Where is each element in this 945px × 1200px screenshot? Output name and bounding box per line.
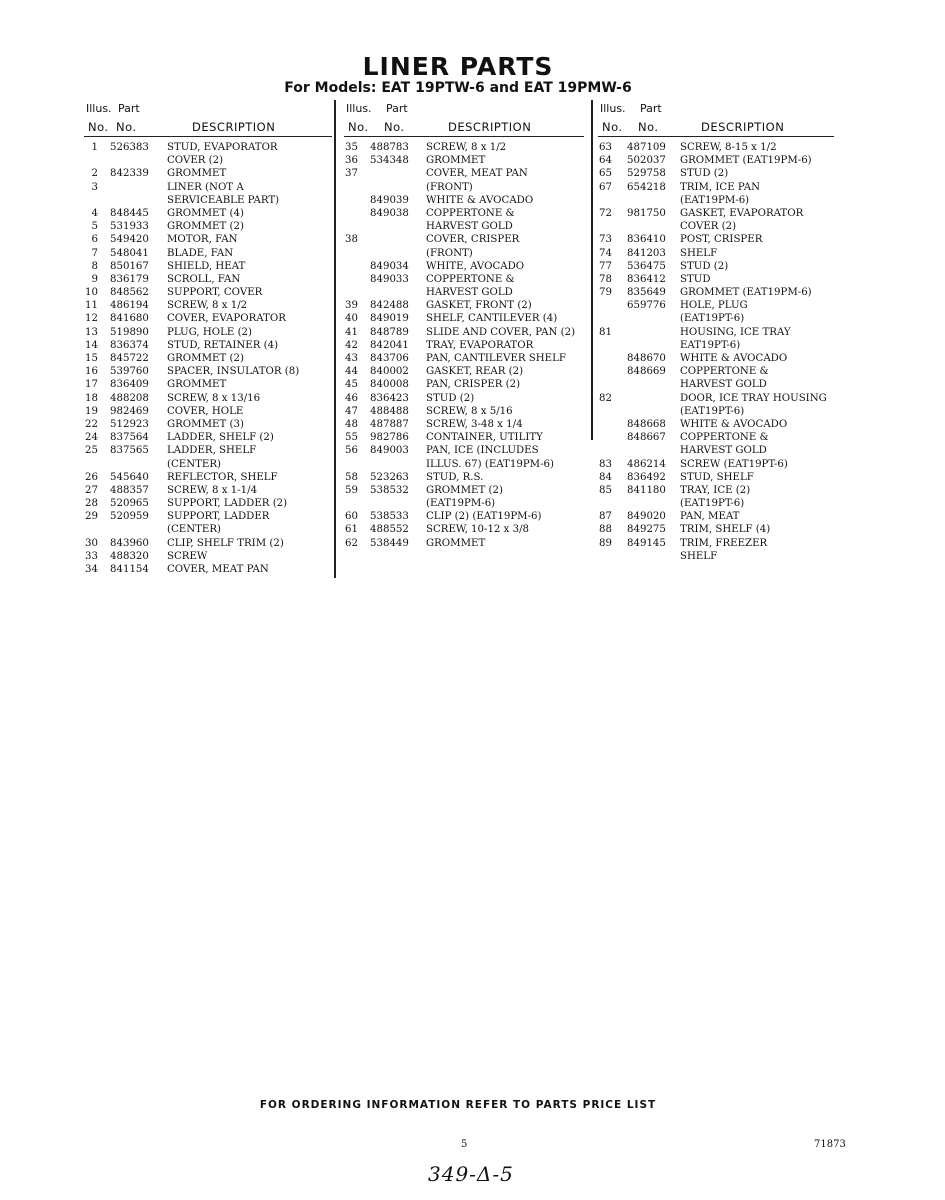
part-description: SCREW (EAT19PT-6) — [680, 458, 788, 470]
illus-number: 9 — [91, 273, 98, 285]
part-number: 848668 — [627, 418, 666, 430]
part-number: 837565 — [110, 445, 149, 457]
part-number: 836412 — [627, 273, 666, 285]
part-description: GROMMET (2) — [167, 221, 244, 233]
part-number: 843706 — [370, 353, 409, 364]
part-number: 848445 — [110, 207, 149, 219]
illus-number: 13 — [85, 326, 98, 338]
illus-number: 36 — [345, 155, 358, 167]
illus-number: 19 — [85, 405, 98, 417]
illus-number: 11 — [85, 300, 98, 312]
header-illus-no: No. — [602, 120, 623, 134]
illus-number: 47 — [345, 405, 358, 417]
part-number: 539760 — [110, 366, 149, 378]
illus-number: 16 — [85, 366, 98, 378]
illus-number: 61 — [345, 524, 358, 536]
illus-number: 41 — [345, 326, 358, 338]
illus-number: 37 — [345, 168, 358, 180]
handwritten-note: 349-Δ-5 — [428, 1162, 514, 1186]
part-description: ILLUS. 67) (EAT19PM-6) — [426, 458, 555, 470]
part-description: TRAY, EVAPORATOR — [426, 339, 534, 351]
part-number: 487109 — [627, 142, 666, 153]
illus-number: 63 — [599, 142, 612, 153]
part-description: WHITE & AVOCADO — [680, 353, 788, 364]
illus-number: 14 — [85, 339, 98, 351]
part-number: 849145 — [627, 537, 666, 549]
part-description: GROMMET — [426, 155, 486, 167]
part-number: 837564 — [110, 432, 149, 444]
part-description: GROMMET (2) — [167, 353, 244, 364]
illus-number: 65 — [599, 168, 612, 180]
page-title: LINER PARTS — [362, 52, 554, 81]
part-description: SLIDE AND COVER, PAN (2) — [426, 326, 576, 338]
illus-number: 18 — [85, 392, 98, 404]
part-description: LADDER, SHELF — [167, 445, 257, 457]
part-number: 486194 — [110, 300, 149, 312]
part-number: 836374 — [110, 339, 149, 351]
part-description: SHIELD, HEAT — [167, 260, 246, 272]
part-number: 538532 — [370, 484, 409, 496]
header-illus-no: No. — [88, 120, 109, 134]
part-description: CLIP (2) (EAT19PM-6) — [426, 511, 542, 523]
part-number: 842339 — [110, 168, 149, 180]
part-description: CLIP, SHELF TRIM (2) — [167, 537, 284, 549]
part-description: PAN, MEAT — [680, 511, 740, 523]
part-number: 849034 — [370, 260, 409, 272]
part-description: COVER, CRISPER — [426, 234, 520, 246]
document-number: 71873 — [814, 1139, 846, 1150]
header-rule — [598, 136, 834, 137]
part-number: 488320 — [110, 550, 149, 562]
part-description: TRAY, ICE (2) — [680, 484, 751, 496]
part-description: MOTOR, FAN — [167, 234, 238, 246]
part-description: GROMMET — [426, 537, 486, 549]
part-number: 848670 — [627, 353, 666, 364]
part-description: GASKET, REAR (2) — [426, 366, 524, 378]
part-number: 849003 — [370, 445, 409, 457]
part-description: SCREW — [167, 550, 208, 562]
header-illus: Illus. — [600, 102, 626, 115]
illus-number: 89 — [599, 537, 612, 549]
part-number: 523263 — [370, 471, 409, 483]
part-description: HARVEST GOLD — [680, 379, 767, 391]
part-description: WHITE, AVOCADO — [426, 260, 525, 272]
part-description: WHITE & AVOCADO — [680, 418, 788, 430]
illus-number: 59 — [345, 484, 358, 496]
part-number: 520965 — [110, 498, 149, 510]
part-description: HOLE, PLUG — [680, 300, 748, 312]
part-description: STUD, RETAINER (4) — [167, 339, 279, 351]
illus-number: 15 — [85, 353, 98, 364]
part-number: 841680 — [110, 313, 149, 325]
part-description: COPPERTONE & — [680, 366, 769, 378]
illus-number: 72 — [599, 207, 612, 219]
illus-number: 38 — [345, 234, 358, 246]
header-description: DESCRIPTION — [448, 120, 532, 134]
header-part: Part — [386, 102, 408, 115]
part-description: STUD, EVAPORATOR — [167, 142, 278, 153]
part-description: COVER (2) — [680, 221, 737, 233]
part-number: 849033 — [370, 273, 409, 285]
illus-number: 30 — [85, 537, 98, 549]
part-number: 849038 — [370, 207, 409, 219]
header-part-no: No. — [384, 120, 405, 134]
illus-number: 2 — [91, 168, 98, 180]
part-number: 536475 — [627, 260, 666, 272]
part-number: 836410 — [627, 234, 666, 246]
part-description: DOOR, ICE TRAY HOUSING — [680, 392, 827, 404]
part-description: PAN, CRISPER (2) — [426, 379, 521, 391]
part-number: 488488 — [370, 405, 409, 417]
header-illus: Illus. — [86, 102, 112, 115]
part-description: GROMMET (4) — [167, 207, 244, 219]
illus-number: 73 — [599, 234, 612, 246]
part-number: 849020 — [627, 511, 666, 523]
ordering-info-footer: FOR ORDERING INFORMATION REFER TO PARTS PRICE LIST — [259, 1099, 657, 1111]
part-description: SUPPORT, COVER — [167, 287, 263, 299]
part-number: 845722 — [110, 353, 149, 364]
part-number: 538533 — [370, 511, 409, 523]
part-number: 848669 — [627, 366, 666, 378]
illus-number: 78 — [599, 273, 612, 285]
illus-number: 45 — [345, 379, 358, 391]
part-description: SERVICEABLE PART) — [167, 194, 280, 206]
illus-number: 6 — [91, 234, 98, 246]
part-number: 531933 — [110, 221, 149, 233]
part-description: COVER, EVAPORATOR — [167, 313, 286, 325]
part-description: COVER, MEAT PAN — [426, 168, 528, 180]
part-description: SUPPORT, LADDER — [167, 511, 270, 523]
part-description: HARVEST GOLD — [680, 445, 767, 457]
part-description: REFLECTOR, SHELF — [167, 471, 278, 483]
part-description: BLADE, FAN — [167, 247, 234, 259]
illus-number: 74 — [599, 247, 612, 259]
illus-number: 85 — [599, 484, 612, 496]
part-description: COVER, MEAT PAN — [167, 564, 269, 575]
illus-number: 79 — [599, 287, 612, 299]
header-part: Part — [640, 102, 662, 115]
part-description: (FRONT) — [426, 181, 473, 193]
part-description: TRIM, SHELF (4) — [680, 524, 771, 536]
part-number: 849039 — [370, 194, 409, 206]
part-number: 654218 — [627, 181, 666, 193]
part-number: 848789 — [370, 326, 409, 338]
part-number: 519890 — [110, 326, 149, 338]
part-number: 488783 — [370, 142, 409, 153]
part-number: 488552 — [370, 524, 409, 536]
illus-number: 84 — [599, 471, 612, 483]
part-description: COPPERTONE & — [426, 273, 515, 285]
illus-number: 87 — [599, 511, 612, 523]
part-description: (CENTER) — [167, 524, 221, 536]
part-number: 520959 — [110, 511, 149, 523]
column-divider — [334, 100, 336, 578]
part-description: TRIM, ICE PAN — [680, 181, 761, 193]
part-description: SPACER, INSULATOR (8) — [167, 366, 300, 378]
illus-number: 24 — [85, 432, 98, 444]
header-illus-no: No. — [348, 120, 369, 134]
part-number: 848562 — [110, 287, 149, 299]
illus-number: 67 — [599, 181, 612, 193]
illus-number: 34 — [85, 564, 98, 575]
part-description: SCREW, 8 x 1/2 — [426, 142, 507, 153]
part-description: (EAT19PM-6) — [680, 194, 750, 206]
illus-number: 44 — [345, 366, 358, 378]
part-description: COPPERTONE & — [426, 207, 515, 219]
illus-number: 1 — [91, 142, 98, 153]
part-description: PLUG, HOLE (2) — [167, 326, 253, 338]
part-description: HOUSING, ICE TRAY — [680, 326, 791, 338]
part-number: 512923 — [110, 418, 149, 430]
part-description: SCREW, 8 x 1/2 — [167, 300, 248, 312]
illus-number: 8 — [91, 260, 98, 272]
header-description: DESCRIPTION — [701, 120, 785, 134]
illus-number: 40 — [345, 313, 358, 325]
part-description: (EAT19PT-6) — [680, 313, 745, 325]
part-description: (EAT19PM-6) — [426, 498, 496, 510]
part-description: SCREW, 10-12 x 3/8 — [426, 524, 530, 536]
part-number: 850167 — [110, 260, 149, 272]
part-description: LADDER, SHELF (2) — [167, 432, 274, 444]
part-description: STUD (2) — [426, 392, 475, 404]
part-number: 526383 — [110, 142, 149, 153]
part-description: SCREW, 8-15 x 1/2 — [680, 142, 777, 153]
part-description: SCREW, 8 x 13/16 — [167, 392, 261, 404]
illus-number: 28 — [85, 498, 98, 510]
illus-number: 58 — [345, 471, 358, 483]
part-number: 849019 — [370, 313, 409, 325]
part-number: 486214 — [627, 458, 666, 470]
part-number: 534348 — [370, 155, 409, 167]
part-description: GASKET, EVAPORATOR — [680, 207, 804, 219]
part-description: STUD — [680, 273, 711, 285]
part-number: 487887 — [370, 418, 409, 430]
part-number: 538449 — [370, 537, 409, 549]
illus-number: 29 — [85, 511, 98, 523]
illus-number: 10 — [85, 287, 98, 299]
part-number: 549420 — [110, 234, 149, 246]
illus-number: 88 — [599, 524, 612, 536]
part-description: PAN, CANTILEVER SHELF — [426, 353, 566, 364]
page-number: 5 — [461, 1139, 468, 1150]
part-number: 843960 — [110, 537, 149, 549]
part-description: PAN, ICE (INCLUDES — [426, 445, 539, 457]
illus-number: 55 — [345, 432, 358, 444]
part-description: SHELF, CANTILEVER (4) — [426, 313, 558, 325]
part-number: 841180 — [627, 484, 666, 496]
part-number: 840002 — [370, 366, 409, 378]
illus-number: 81 — [599, 326, 612, 338]
part-number: 659776 — [627, 300, 666, 312]
part-description: CONTAINER, UTILITY — [426, 432, 543, 444]
part-number: 836179 — [110, 273, 149, 285]
part-description: SHELF — [680, 550, 718, 562]
illus-number: 27 — [85, 484, 98, 496]
part-number: 488357 — [110, 484, 149, 496]
part-description: STUD, SHELF — [680, 471, 754, 483]
part-description: (CENTER) — [167, 458, 221, 470]
illus-number: 5 — [91, 221, 98, 233]
illus-number: 77 — [599, 260, 612, 272]
illus-number: 12 — [85, 313, 98, 325]
part-number: 849275 — [627, 524, 666, 536]
part-number: 848667 — [627, 432, 666, 444]
part-description: HARVEST GOLD — [426, 287, 513, 299]
part-description: (EAT19PT-6) — [680, 405, 745, 417]
illus-number: 82 — [599, 392, 612, 404]
header-rule — [344, 136, 584, 137]
illus-number: 56 — [345, 445, 358, 457]
part-description: COVER, HOLE — [167, 405, 244, 417]
part-description: STUD, R.S. — [426, 471, 484, 483]
part-description: GROMMET — [167, 379, 227, 391]
part-description: SCROLL, FAN — [167, 273, 241, 285]
part-number: 981750 — [627, 207, 666, 219]
column-divider — [591, 100, 593, 440]
illus-number: 46 — [345, 392, 358, 404]
part-number: 842041 — [370, 339, 409, 351]
part-number: 982469 — [110, 405, 149, 417]
part-number: 840008 — [370, 379, 409, 391]
part-number: 841203 — [627, 247, 666, 259]
part-description: EAT19PT-6) — [680, 339, 741, 351]
part-description: GROMMET — [167, 168, 227, 180]
part-description: COVER (2) — [167, 155, 224, 167]
header-part-no: No. — [638, 120, 659, 134]
part-number: 502037 — [627, 155, 666, 167]
part-description: SCREW, 8 x 5/16 — [426, 405, 513, 417]
part-number: 841154 — [110, 564, 149, 575]
illus-number: 33 — [85, 550, 98, 562]
part-description: HARVEST GOLD — [426, 221, 513, 233]
part-number: 545640 — [110, 471, 149, 483]
part-description: GROMMET (3) — [167, 418, 244, 430]
illus-number: 17 — [85, 379, 98, 391]
illus-number: 83 — [599, 458, 612, 470]
part-number: 529758 — [627, 168, 666, 180]
models-subtitle: For Models: EAT 19PTW-6 and EAT 19PMW-6 — [284, 80, 632, 96]
part-description: LINER (NOT A — [167, 181, 244, 193]
part-description: POST, CRISPER — [680, 234, 763, 246]
part-description: (FRONT) — [426, 247, 473, 259]
part-number: 835649 — [627, 287, 666, 299]
part-description: SHELF — [680, 247, 718, 259]
illus-number: 60 — [345, 511, 358, 523]
illus-number: 43 — [345, 353, 358, 364]
header-description: DESCRIPTION — [192, 120, 276, 134]
part-description: WHITE & AVOCADO — [426, 194, 534, 206]
illus-number: 7 — [91, 247, 98, 259]
illus-number: 25 — [85, 445, 98, 457]
part-number: 836409 — [110, 379, 149, 391]
part-number: 836423 — [370, 392, 409, 404]
part-description: TRIM, FREEZER — [680, 537, 768, 549]
illus-number: 22 — [85, 418, 98, 430]
part-number: 982786 — [370, 432, 409, 444]
part-description: GASKET, FRONT (2) — [426, 300, 532, 312]
part-description: GROMMET (2) — [426, 484, 503, 496]
part-description: SUPPORT, LADDER (2) — [167, 498, 288, 510]
header-illus: Illus. — [346, 102, 372, 115]
part-description: STUD (2) — [680, 260, 729, 272]
part-description: GROMMET (EAT19PM-6) — [680, 287, 812, 299]
header-part-no: No. — [116, 120, 137, 134]
part-description: SCREW, 8 x 1-1/4 — [167, 484, 258, 496]
illus-number: 3 — [91, 181, 98, 193]
illus-number: 26 — [85, 471, 98, 483]
illus-number: 4 — [91, 207, 98, 219]
part-number: 842488 — [370, 300, 409, 312]
part-number: 548041 — [110, 247, 149, 259]
illus-number: 39 — [345, 300, 358, 312]
illus-number: 62 — [345, 537, 358, 549]
part-description: STUD (2) — [680, 168, 729, 180]
illus-number: 48 — [345, 418, 358, 430]
part-description: GROMMET (EAT19PM-6) — [680, 155, 812, 167]
part-description: SCREW, 3-48 x 1/4 — [426, 418, 523, 430]
header-part: Part — [118, 102, 140, 115]
header-rule — [84, 136, 332, 137]
illus-number: 42 — [345, 339, 358, 351]
part-description: (EAT19PT-6) — [680, 498, 745, 510]
illus-number: 64 — [599, 155, 612, 167]
part-description: COPPERTONE & — [680, 432, 769, 444]
part-number: 488208 — [110, 392, 149, 404]
part-number: 836492 — [627, 471, 666, 483]
illus-number: 35 — [345, 142, 358, 153]
